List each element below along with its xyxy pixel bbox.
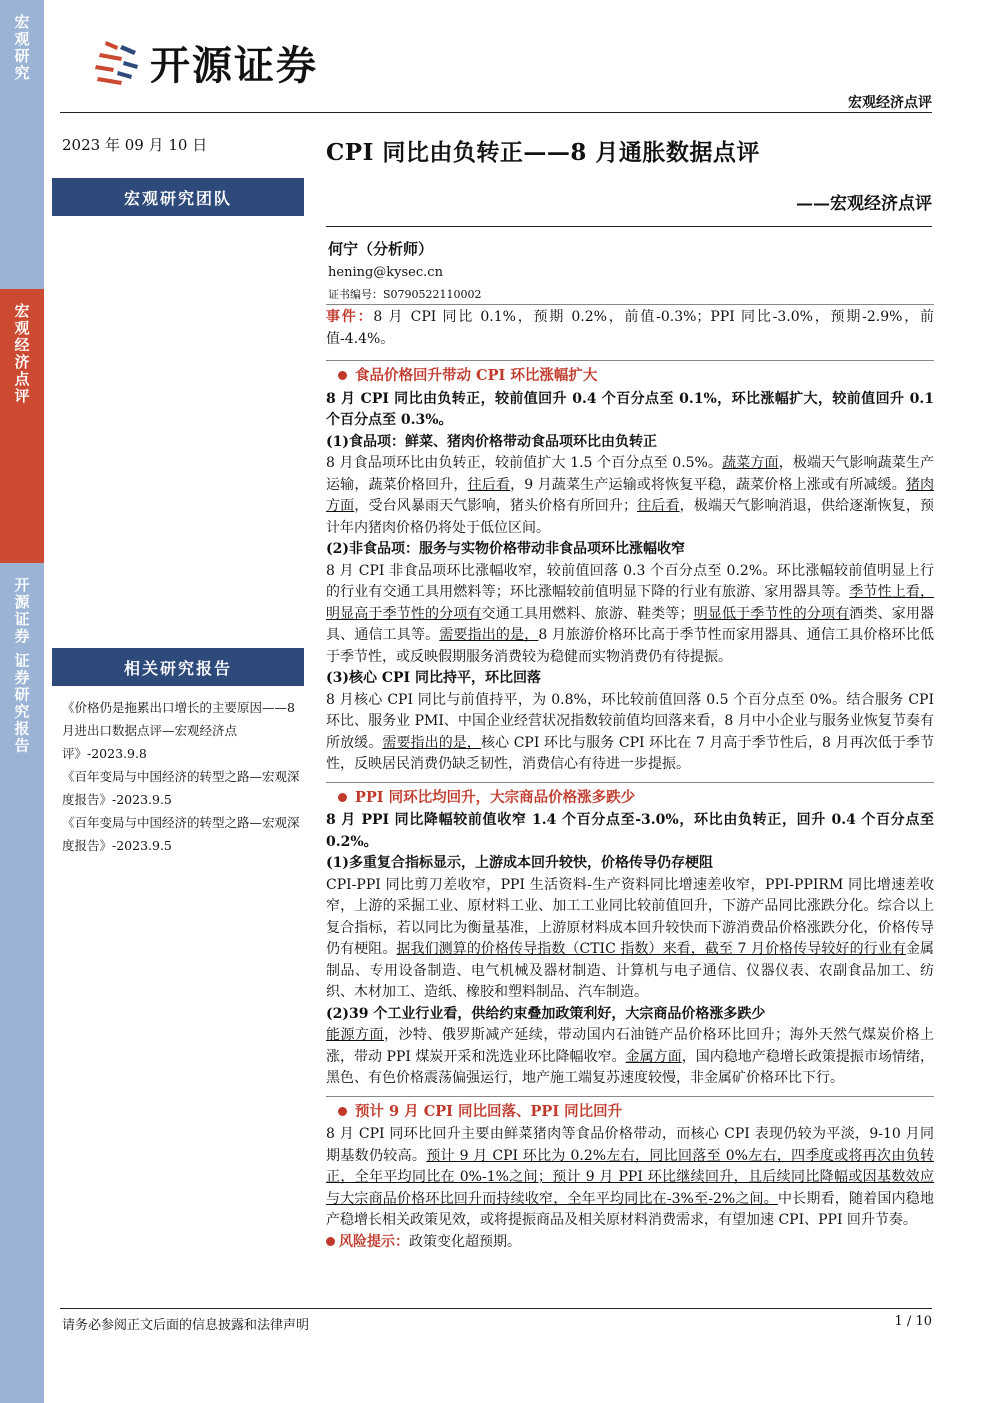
text-run: 交通工具用燃料、旅游、鞋类等；	[481, 605, 694, 622]
bullet-icon	[338, 793, 347, 802]
related-report-item[interactable]: 《百年变局与中国经济的转型之路—宏观深度报告》-2023.9.5	[62, 769, 300, 807]
brand-name: 开源证券	[150, 43, 318, 89]
text-run: 8 月 CPI 非食品项环比涨幅收窄，较前值回落 0.3 个百分点至 0.2%。环比涨幅较前值明显上行的行业有交通工具用燃料等；环比涨幅较前值明显下降的行业有旅游、家用器具等。	[326, 562, 934, 600]
brand-logo-icon	[92, 39, 142, 87]
side-strip-brand	[0, 563, 44, 1403]
text-run: 中长期看，随着国内稳地产稳增长相关政策见效，或将提振商品及相关原材料消费需求，有望加速 CPI、PPI 回升节奏。	[326, 1190, 934, 1228]
underlined-text: 据我们测算的价格传导指数（CTIC 指数）来看，截至 7 月价格传导较好的行业有	[396, 941, 906, 957]
bullet-icon	[338, 1107, 347, 1116]
section-lead: 8 月 CPI 同比由负转正，较前值回升 0.4 个百分点至 0.1%，环比涨幅扩大，较前值回升 0.1 个百分点至 0.3%。	[326, 390, 934, 428]
subsection-heading: (3)核心 CPI 同比持平，环比回落	[326, 670, 541, 686]
section-heading-text: 食品价格回升带动 CPI 环比涨幅扩大	[355, 367, 598, 384]
text-run: 8 月食品项环比由负转正，较前值扩大 1.5 个百分点至 0.5%。	[326, 455, 723, 471]
event-label: 事件：	[326, 309, 374, 325]
paragraph-nonfood	[326, 561, 934, 669]
underlined-text: 蔬菜方面	[722, 455, 779, 471]
paragraph-composite-indicators	[326, 875, 934, 1004]
underlined-text: 预计 9 月 CPI 环比为 0.2%左右，同比回落至 0%左右，四季度或将再次由负转正，全年平均同比在 0%-1%之间；预计 9 月 PPI 环比继续回升，且后续同比降幅或因基数效应与大宗商品价格环比回升而持续收窄，全年平均同比在-3%至-2%之间。	[326, 1147, 935, 1207]
related-report-item[interactable]: 《价格仍是拖累出口增长的主要原因——8 月进出口数据点评—宏观经济点评》-2023.9.8	[62, 700, 295, 761]
paragraph-food	[326, 453, 934, 539]
report-date: 2023 年 09 月 10 日	[62, 136, 208, 154]
subsection-heading: (2)非食品项：服务与实物价格带动非食品项环比涨幅收窄	[326, 541, 685, 557]
underlined-text: 需要指出的是，	[382, 734, 481, 751]
related-reports-heading: 相关研究报告	[52, 648, 304, 686]
side-strip-macro-research	[0, 0, 44, 289]
bullet-icon	[326, 1237, 335, 1246]
section-heading-text: 预计 9 月 CPI 同比回落、PPI 同比回升	[355, 1102, 623, 1120]
text-run: ，沙特、俄罗斯减产延续，带动国内石油链产品价格环比回升；海外天然气煤炭价格上涨，带动 PPI 煤炭开采和洗选业环比降幅收窄。	[326, 1027, 934, 1065]
subsection-heading: (2)39 个工业行业看，供给约束叠加政策利好，大宗商品价格涨多跌少	[326, 1005, 766, 1022]
underlined-text: 猪肉方面	[326, 476, 935, 514]
underlined-text: 往后看	[467, 476, 511, 493]
section-heading-text: PPI 同环比均回升，大宗商品价格涨多跌少	[355, 788, 636, 806]
underlined-text: 明显低于季节性的分项有	[693, 605, 850, 622]
text-run: 8 月 CPI 同环比回升主要由鲜菜猪肉等食品价格带动，而核心 CPI 表现仍较为平淡，9-10 月同期基数仍较高。	[326, 1126, 934, 1164]
text-run: CPI-PPI 同比剪刀差收窄，PPI 生活资料-生产资料同比增速差收窄，PPI-PPIRM 同比增速差收窄，上游的采掘工业、原材料工业、加工工业同比较前值回升，下游产品同比涨跌分化。综合以上复合指标，若以同比为衡量基准，上游原材料成本回升较快而下游消费品价格涨跌分化，价格传导仍有梗阻。	[326, 876, 934, 957]
paragraph-core-cpi	[326, 690, 934, 776]
subsection-heading: (1)食品项：鲜菜、猪肉价格带动食品项环比由负转正	[326, 433, 657, 450]
report-subtitle: ——宏观经济点评	[796, 194, 932, 214]
analyst-name: 何宁（分析师）	[328, 240, 434, 258]
text-run: ，极端天气影响消退，供给逐渐恢复，预计年内猪肉价格仍将处于低位区间。	[326, 498, 935, 536]
team-box-heading: 宏观研究团队	[52, 178, 304, 216]
text-run: 核心 CPI 环比与服务 CPI 环比在 7 月高于季节性后，8 月再次低于季节性，反映居民消费仍缺乏韧性，消费信心有待进一步提振。	[326, 734, 935, 772]
text-run: ，国内稳地产稳增长政策提振市场情绪，黑色、有色价格震荡偏强运行，地产施工端复苏速度较慢，非金属矿价格环比下行。	[326, 1048, 935, 1086]
risk-warning	[326, 1232, 934, 1254]
related-report-item[interactable]: 《百年变局与中国经济的转型之路—宏观深度报告》-2023.9.5	[62, 815, 300, 853]
side-strip-text: 开源证券 证券研究报告	[12, 577, 31, 755]
text-run: 8 月旅游价格环比高于季节性而家用器具、通信工具价格环比低于季节性，或反映假期服务消费较为稳健而实物消费仍有待提振。	[326, 627, 934, 665]
report-body	[326, 304, 934, 1253]
section-heading-cpi	[326, 360, 934, 389]
section-heading-outlook	[326, 1096, 934, 1125]
text-run: 金属制品、专用设备制造、电气机械及器材制造、计算机与电子通信、仪器仪表、农副食品加工、纺织、木材加工、造纸、橡胶和塑料制品、汽车制造。	[326, 941, 934, 1000]
side-strip-text: 宏观经济点评	[12, 303, 31, 405]
underlined-text: 金属方面	[625, 1048, 682, 1065]
event-paragraph	[326, 304, 934, 350]
risk-text: 政策变化超预期。	[409, 1233, 521, 1250]
text-run: 8 月核心 CPI 同比与前值持平，为 0.8%，环比较前值回落 0.5 个百分点至 0%。结合服务 CPI 环比、服务业 PMI、中国企业经营状况指数较前值均回落来看，8 月中小企业与服务业恢复节奏有所放缓。	[326, 691, 934, 751]
text-run: ，9 月蔬菜生产运输或将恢复平稳，蔬菜价格上涨或有所减缓。	[510, 476, 906, 493]
header-rule	[60, 112, 932, 113]
text-run: ，极端天气影响蔬菜生产运输，蔬菜价格回升，	[326, 455, 935, 493]
underlined-text: 往后看	[637, 498, 680, 514]
side-strip-macro-commentary	[0, 289, 44, 563]
risk-label: 风险提示：	[339, 1233, 409, 1250]
text-run: 酒类、家用器具、通信工具等。	[326, 605, 935, 643]
section-heading-ppi	[326, 782, 934, 811]
analyst-cert: 证书编号：S0790522110002	[328, 288, 482, 301]
analyst-email[interactable]: hening@kysec.cn	[328, 265, 443, 280]
report-type-tag: 宏观经济点评	[848, 95, 932, 111]
underlined-text: 需要指出的是，	[439, 627, 539, 643]
footer-rule	[60, 1308, 932, 1309]
section-lead: 8 月 PPI 同比降幅较前值收窄 1.4 个百分点至-3.0%，环比由负转正，回升 0.4 个百分点至 0.2%。	[326, 812, 934, 850]
title-rule	[326, 226, 932, 227]
paragraph-commodities	[326, 1025, 934, 1090]
underlined-text: 能源方面	[326, 1027, 384, 1043]
text-run: ，受台风暴雨天气影响，猪头价格有所回升；	[354, 498, 638, 514]
underlined-text: 季节性上看，明显高于季节性的分项有	[326, 584, 935, 622]
subsection-heading: (1)多重复合指标显示，上游成本回升较快，价格传导仍存梗阻	[326, 855, 713, 871]
report-title: CPI 同比由负转正——8 月通胀数据点评	[326, 139, 760, 166]
side-strip-text: 宏观研究	[12, 14, 31, 82]
event-text: 8 月 CPI 同比 0.1%，预期 0.2%，前值-0.3%；PPI 同比-3.0%，预期-2.9%，前值-4.4%。	[326, 309, 935, 347]
bullet-icon	[338, 371, 347, 380]
related-reports-list	[62, 696, 310, 857]
footer-disclaimer[interactable]: 请务必参阅正文后面的信息披露和法律声明	[62, 1318, 310, 1333]
page-number: 1 / 10	[894, 1314, 932, 1329]
brand-logo	[92, 34, 318, 91]
analyst-block	[328, 238, 482, 304]
paragraph-outlook	[326, 1124, 934, 1232]
